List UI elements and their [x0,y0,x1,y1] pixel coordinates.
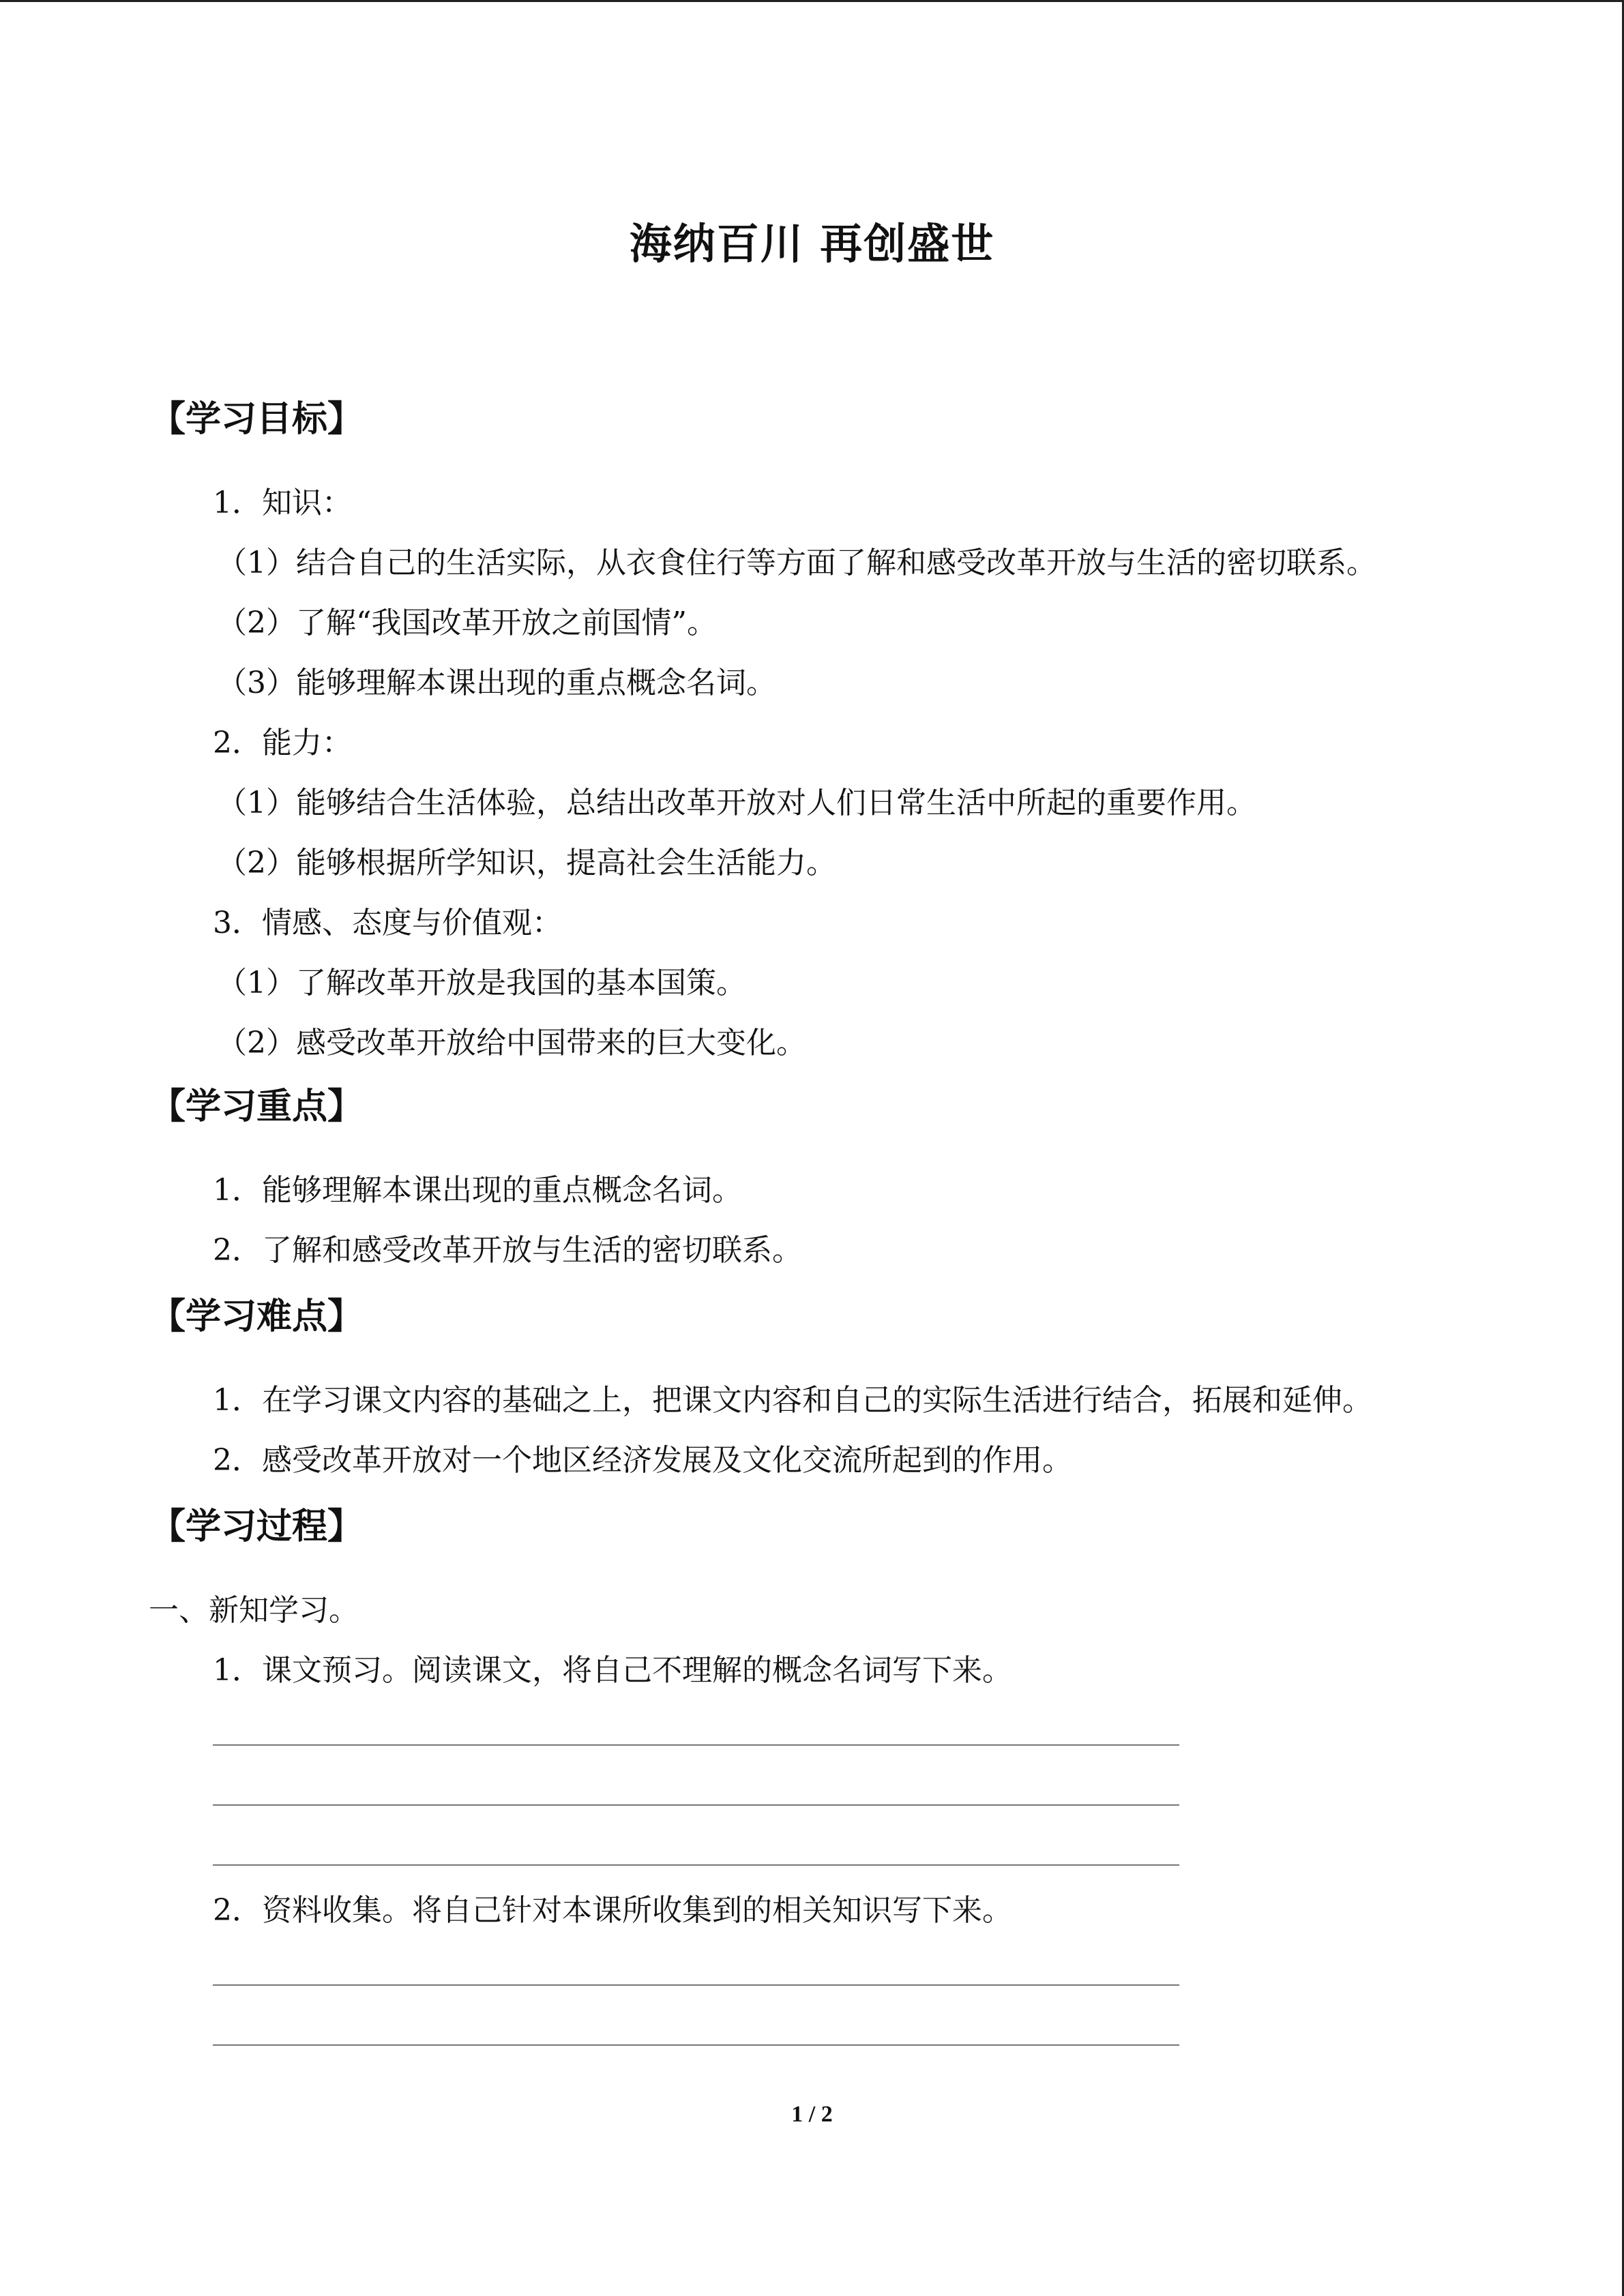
knowledge-item-2: （2）了解“我国改革开放之前国情”。 [217,606,717,640]
answer-line[interactable] [213,2044,1179,2046]
emotion-label: 3．情感、态度与价值观： [213,906,562,940]
process-part-1-label: 一、新知学习。 [149,1593,359,1628]
task-2: 2．资料收集。将自己针对本课所收集到的相关知识写下来。 [213,1893,1012,1928]
difficulty-1: 1．在学习课文内容的基础之上，把课文内容和自己的实际生活进行结合，拓展和延伸。 [213,1383,1372,1418]
answer-line[interactable] [213,1804,1179,1806]
answer-line[interactable] [213,1744,1179,1746]
heading-key-points: 【学习重点】 [150,1086,364,1127]
ability-label: 2．能力： [213,726,352,760]
heading-process: 【学习过程】 [150,1506,364,1547]
document-title: 海纳百川 再创盛世 [629,219,995,269]
knowledge-label: 1．知识： [213,486,352,520]
emotion-item-1: （1）了解改革开放是我国的基本国策。 [217,966,746,1000]
knowledge-item-3: （3）能够理解本课出现的重点概念名词。 [217,666,776,700]
knowledge-item-1: （1）结合自己的生活实际，从衣食住行等方面了解和感受改革开放与生活的密切联系。 [217,546,1376,580]
key-point-1: 1．能够理解本课出现的重点概念名词。 [213,1173,742,1208]
answer-line[interactable] [213,1984,1179,1986]
heading-objectives: 【学习目标】 [150,399,364,440]
heading-difficulties: 【学习难点】 [150,1296,364,1337]
key-point-2: 2．了解和感受改革开放与生活的密切联系。 [213,1233,802,1268]
difficulty-2: 2．感受改革开放对一个地区经济发展及文化交流所起到的作用。 [213,1443,1072,1478]
ability-item-2: （2）能够根据所学知识，提高社会生活能力。 [217,846,836,880]
ability-item-1: （1）能够结合生活体验，总结出改革开放对人们日常生活中所起的重要作用。 [217,786,1256,820]
task-1: 1．课文预习。阅读课文，将自己不理解的概念名词写下来。 [213,1653,1012,1688]
page-number: 1 / 2 [791,2102,833,2127]
emotion-item-2: （2）感受改革开放给中国带来的巨大变化。 [217,1026,806,1060]
answer-line[interactable] [213,1864,1179,1866]
